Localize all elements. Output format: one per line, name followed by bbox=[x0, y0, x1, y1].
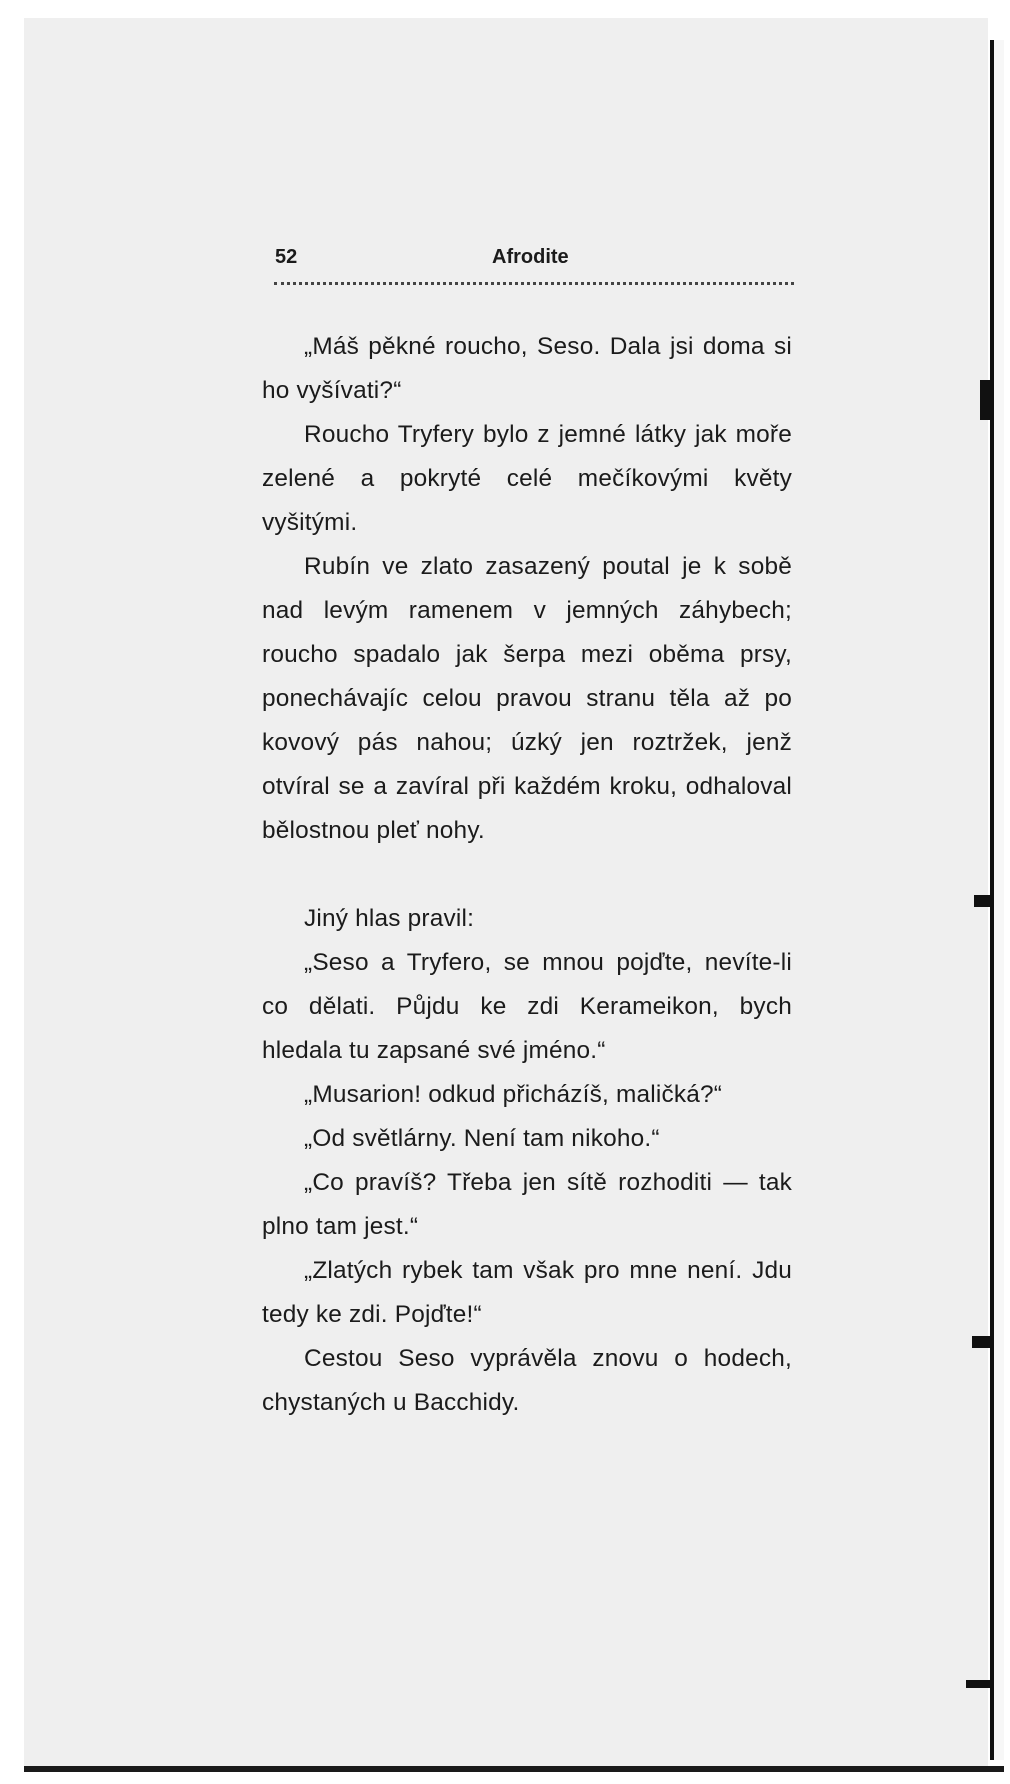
running-title: Afrodite bbox=[492, 246, 569, 268]
page-number: 52 bbox=[275, 246, 298, 268]
paragraph: Jiný hlas pravil: bbox=[304, 905, 475, 932]
section-break bbox=[262, 853, 792, 897]
paragraph: Roucho Tryfery bylo z jemné látky jak moře zelené a pokryté celé mečíkovými květy vyšitými. bbox=[262, 421, 792, 536]
paragraph: „Seso a Tryfero, se mnou pojďte, nevíte-li co dělati. Půjdu ke zdi Kerameikon, bych hledala tu zapsané své jméno.“ bbox=[262, 949, 792, 1064]
binding-mark bbox=[972, 1336, 994, 1348]
binding-mark bbox=[966, 1680, 994, 1688]
book-page bbox=[262, 246, 792, 1425]
page-edge-shadow bbox=[994, 40, 1004, 1760]
paragraph: „Co pravíš? Třeba jen sítě rozhoditi — tak plno tam jest.“ bbox=[262, 1169, 792, 1240]
page-edge-bottom bbox=[24, 1766, 1004, 1772]
page-header bbox=[262, 246, 792, 280]
header-rule bbox=[274, 282, 794, 285]
binding-mark bbox=[980, 380, 994, 420]
binding-mark bbox=[974, 895, 994, 907]
paragraph: „Od světlárny. Není tam nikoho.“ bbox=[304, 1125, 660, 1152]
paragraph: „Musarion! odkud přicházíš, maličká?“ bbox=[304, 1081, 723, 1108]
body-text bbox=[262, 325, 792, 1425]
paragraph: Rubín ve zlato zasazený poutal je k sobě nad levým ramenem v jemných záhybech; roucho spadalo jak šerpa mezi oběma prsy, ponechávajíc celou pravou stranu těla až po kovový pás nahou; úzký jen roztržek, jenž otvíral se a zavíral při každém kroku, odhaloval bělostnou pleť nohy. bbox=[262, 553, 792, 844]
paragraph: Cestou Seso vyprávěla znovu o hodech, chystaných u Bacchidy. bbox=[262, 1345, 792, 1416]
paragraph: „Máš pěkné roucho, Seso. Dala jsi doma si ho vyšívati?“ bbox=[262, 333, 792, 404]
paragraph: „Zlatých rybek tam však pro mne není. Jdu tedy ke zdi. Pojďte!“ bbox=[262, 1257, 792, 1328]
